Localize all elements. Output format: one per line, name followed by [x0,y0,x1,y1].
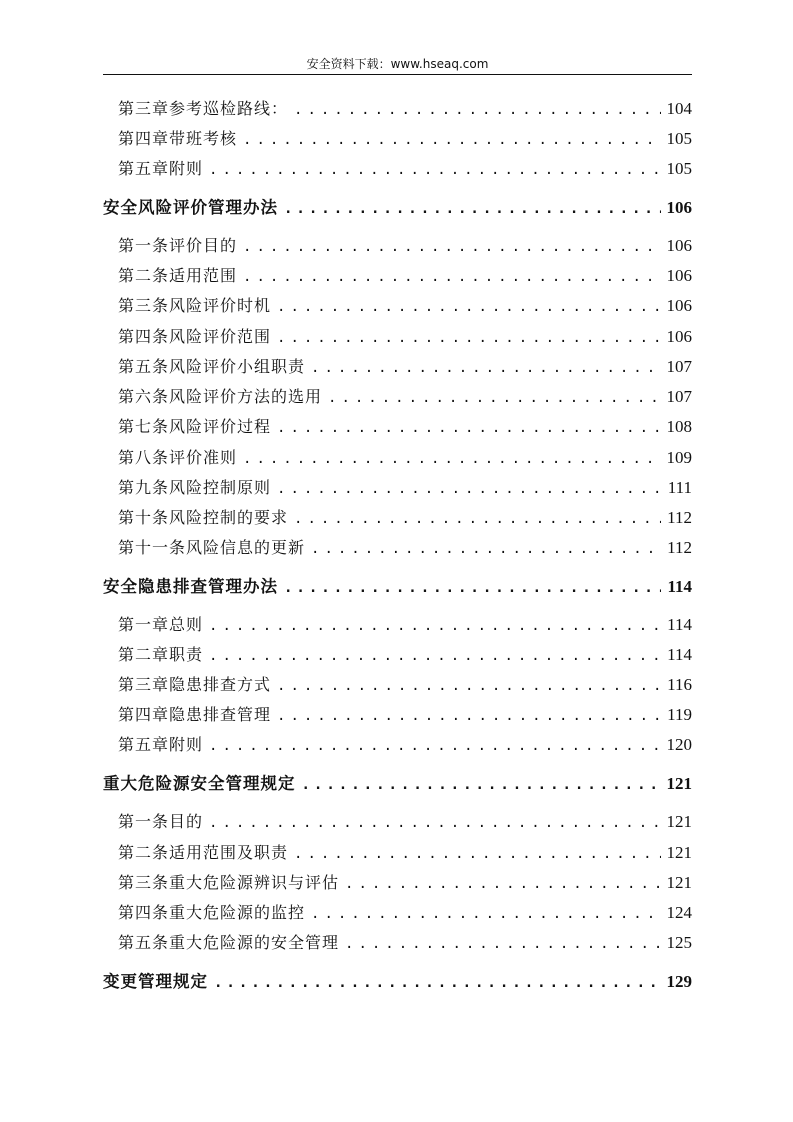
toc-page-number: 105 [666,159,692,178]
toc-page-number: 121 [666,873,692,892]
toc-leader-dots [277,674,661,698]
toc-entry-label: 第二条适用范围 [118,266,238,285]
toc-page-number: 120 [666,735,692,754]
toc-entry[interactable] [118,703,692,727]
toc-leader-dots [243,128,660,152]
toc-leader-dots [311,537,661,561]
toc-entry-label: 第四章隐患排查管理 [118,705,272,724]
toc-entry[interactable] [118,355,692,379]
toc-entry[interactable] [118,294,692,318]
toc-entry-label: 第六条风险评价方法的选用 [118,387,323,406]
toc-page-number: 106 [666,266,692,285]
toc-entry-label: 第四章带班考核 [118,129,238,148]
toc-leader-dots [243,447,660,471]
toc-leader-dots [277,326,660,350]
toc-leader-dots [277,295,660,319]
toc-section-label: 安全隐患排查管理办法 [103,577,278,596]
toc-page-number: 108 [666,417,692,436]
toc-section-entry[interactable] [103,196,692,220]
toc-entry-label: 第三条风险评价时机 [118,296,272,315]
toc-leader-dots [311,902,660,926]
toc-leader-dots [294,507,661,531]
toc-section-entry[interactable] [103,575,692,599]
toc-page-number: 114 [667,615,692,634]
toc-entry-label: 第三章参考巡检路线： [118,99,289,118]
toc-page-number: 109 [666,448,692,467]
toc-entry-label: 第九条风险控制原则 [118,478,272,497]
toc-leader-dots [277,416,660,440]
toc-page-number: 106 [666,296,692,315]
toc-entry-label: 第一条评价目的 [118,236,238,255]
toc-entry-label: 第一条目的 [118,812,204,831]
toc-leader-dots [345,872,660,896]
toc-entry-label: 第五条重大危险源的安全管理 [118,933,340,952]
toc-entry-label: 第五章附则 [118,735,204,754]
toc-leader-dots [311,356,660,380]
toc-page-number: 121 [666,774,692,793]
toc-entry[interactable] [118,673,692,697]
toc-page-number: 114 [667,577,692,596]
toc-section-label: 安全风险评价管理办法 [103,198,278,217]
toc-entry-label: 第七条风险评价过程 [118,417,272,436]
toc-entry[interactable] [118,264,692,288]
toc-entry[interactable] [118,325,692,349]
toc-entry[interactable] [118,613,692,637]
toc-entry[interactable] [118,127,692,151]
toc-entry-label: 第四条风险评价范围 [118,327,272,346]
toc-entry[interactable] [118,415,692,439]
toc-entry[interactable] [118,931,692,955]
toc-leader-dots [209,158,660,182]
toc-leader-dots [209,811,660,835]
toc-leader-dots [302,773,661,797]
toc-page-number: 119 [667,705,692,724]
toc-page-number: 107 [666,387,692,406]
toc-section-label: 重大危险源安全管理规定 [103,774,296,793]
toc-entry[interactable] [118,234,692,258]
toc-section-label: 变更管理规定 [103,972,208,991]
toc-leader-dots [243,235,660,259]
toc-leader-dots [294,98,660,122]
toc-section-entry[interactable] [103,772,692,796]
toc-page-number: 106 [666,198,692,217]
page-header: 安全资料下载：www.hseaq.com [306,57,489,71]
toc-entry[interactable] [118,643,692,667]
toc-entry[interactable] [118,536,692,560]
toc-leader-dots [328,386,660,410]
toc-leader-dots [294,842,660,866]
toc-entry-label: 第二章职责 [118,645,204,664]
toc-leader-dots [209,734,660,758]
toc-entry-label: 第三章隐患排查方式 [118,675,272,694]
toc-entry-label: 第五条风险评价小组职责 [118,357,306,376]
toc-section-entry[interactable] [103,970,692,994]
toc-leader-dots [277,704,661,728]
toc-page-number: 104 [666,99,692,118]
toc-leader-dots [284,576,661,600]
toc-entry[interactable] [118,506,692,530]
toc-entry-label: 第四条重大危险源的监控 [118,903,306,922]
toc-entry-label: 第八条评价准则 [118,448,238,467]
toc-entry-label: 第十一条风险信息的更新 [118,538,306,557]
toc-page-number: 112 [667,508,692,527]
toc-page-number: 114 [667,645,692,664]
toc-entry-label: 第二条适用范围及职责 [118,843,289,862]
toc-entry[interactable] [118,97,692,121]
toc-leader-dots [209,614,661,638]
toc-entry-label: 第三条重大危险源辨识与评估 [118,873,340,892]
toc-entry-label: 第一章总则 [118,615,204,634]
toc-page-number: 106 [666,327,692,346]
toc-entry[interactable] [118,810,692,834]
header-divider [103,74,692,75]
toc-page-number: 121 [666,843,692,862]
toc-page-number: 112 [667,538,692,557]
toc-entry[interactable] [118,476,692,500]
toc-entry[interactable] [118,871,692,895]
toc-entry[interactable] [118,446,692,470]
toc-page-number: 129 [666,972,692,991]
toc-entry[interactable] [118,385,692,409]
toc-leader-dots [209,644,661,668]
toc-page-number: 125 [666,933,692,952]
toc-leader-dots [243,265,660,289]
toc-leader-dots [277,477,662,501]
toc-leader-dots [284,197,661,221]
toc-entry[interactable] [118,901,692,925]
toc-page-number: 111 [667,478,692,497]
toc-entry[interactable] [118,157,692,181]
toc-entry[interactable] [118,841,692,865]
toc-page-number: 107 [666,357,692,376]
toc-page-number: 124 [666,903,692,922]
toc-entry-label: 第十条风险控制的要求 [118,508,289,527]
toc-page-number: 116 [667,675,692,694]
toc-page-number: 105 [666,129,692,148]
toc-page-number: 121 [666,812,692,831]
toc-entry[interactable] [118,733,692,757]
toc-leader-dots [214,971,661,995]
toc-entry-label: 第五章附则 [118,159,204,178]
toc-leader-dots [345,932,660,956]
toc-page-number: 106 [666,236,692,255]
